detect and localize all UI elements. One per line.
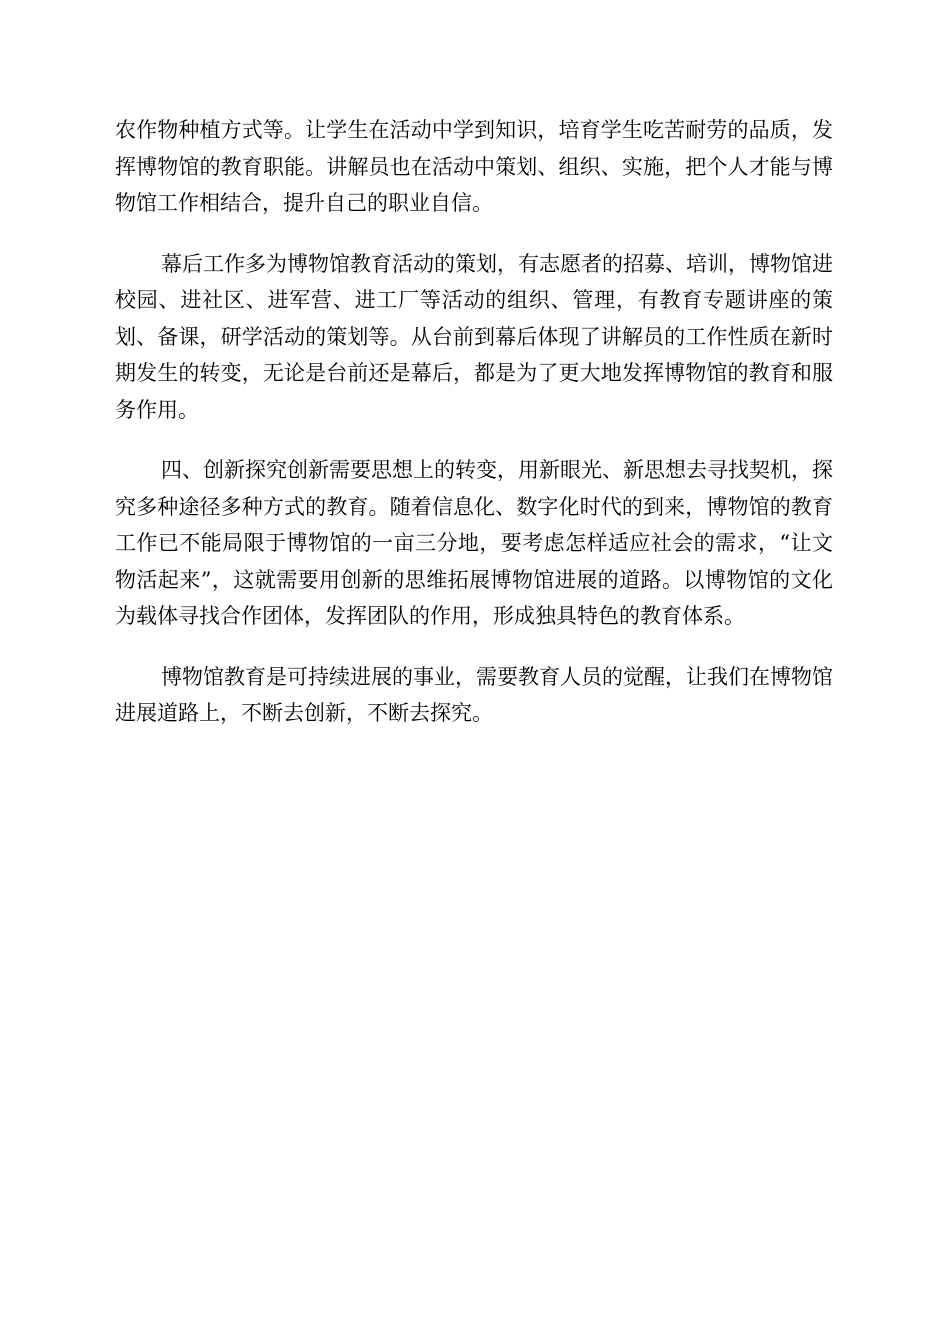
paragraph-conclusion: 博物馆教育是可持续进展的事业，需要教育人员的觉醒，让我们在博物馆进展道路上，不断去创新，不断去探究。 [115,664,833,725]
document-page [115,112,833,756]
paragraph-behind-the-scenes: 幕后工作多为博物馆教育活动的策划，有志愿者的招募、培训，博物馆进校园、进社区、进军营、进工厂等活动的组织、管理，有教育专题讲座的策划、备课，研学活动的策划等。从台前到幕后体现了讲解员的工作性质在新时期发生的转变，无论是台前还是幕后，都是为了更大地发挥博物馆的教育和服务作用。 [115,251,833,422]
paragraph-continuation: 农作物种植方式等。让学生在活动中学到知识，培育学生吃苦耐劳的品质，发挥博物馆的教育职能。讲解员也在活动中策划、组织、实施，把个人才能与博物馆工作相结合，提升自己的职业自信。 [115,118,833,215]
paragraph-innovation: 四、创新探究创新需要思想上的转变，用新眼光、新思想去寻找契机，探究多种途径多种方式的教育。随着信息化、数字化时代的到来，博物馆的教育工作已不能局限于博物馆的一亩三分地，要考虑怎样适应社会的需求，“让文物活起来”，这就需要用创新的思维拓展博物馆进展的道路。以博物馆的文化为载体寻找合作团体，发挥团队的作用，形成独具特色的教育体系。 [115,458,833,628]
